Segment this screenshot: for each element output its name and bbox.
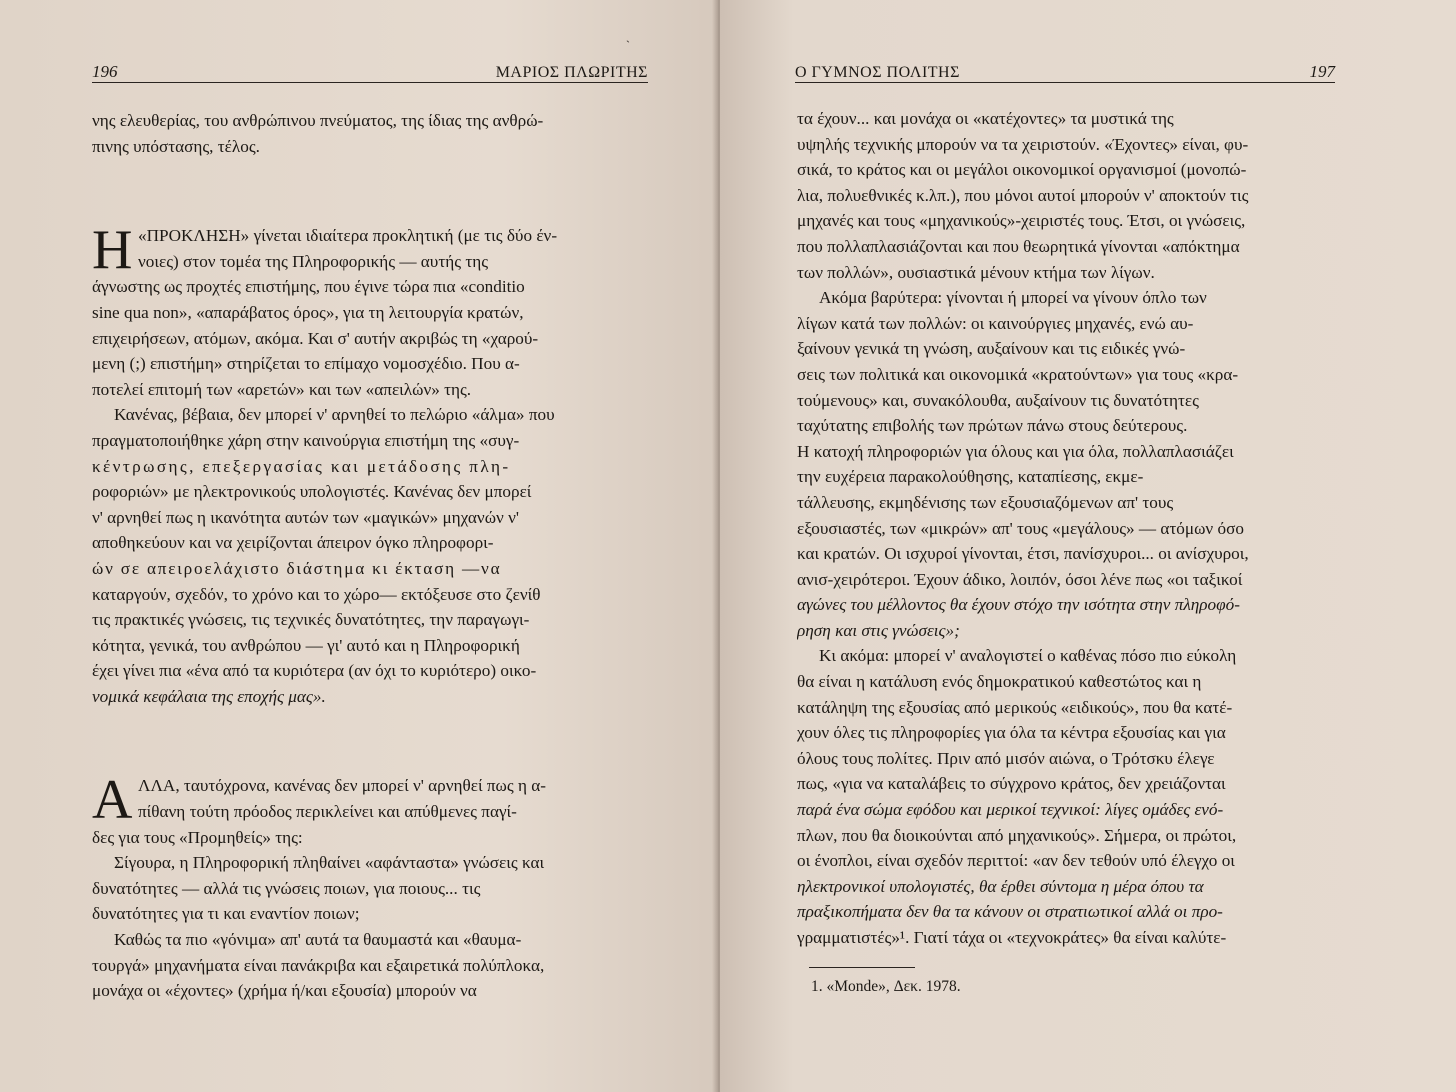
- running-head: ΜΑΡΙΟΣ ΠΛΩΡΙΤΗΣ: [495, 64, 648, 81]
- text-line: πραξικοπήματα δεν θα τα κάνουν οι στρατιωτικοί αλλά οι προ-: [797, 902, 1223, 922]
- right-page: [720, 0, 1456, 1092]
- text-line: κότητα, γενικά, του ανθρώπου — γι' αυτό και η Πληροφορική: [92, 635, 520, 655]
- text-line: ποτελεί επιτομή των «αρετών» και των «απειλών» της.: [92, 379, 472, 399]
- text-line: sine qua non», «απαράβατος όρος», για τη λειτουργία κρατών,: [92, 302, 524, 322]
- text-line: αποθηκεύουν και να χειρίζονται άπειρον όγκο πληροφορι-: [92, 533, 494, 553]
- text-line: Κι ακόμα: μπορεί ν' αναλογιστεί ο καθένας πόσο πιο εύκολη: [819, 646, 1237, 666]
- text-line: των πολλών», ουσιαστικά μένουν κτήμα των λίγων.: [797, 262, 1155, 282]
- left-page: ˋ 196 ΜΑΡΙΟΣ ΠΛΩΡΙΤΗΣ νης ελευθερίας, του ανθρώπινου πνεύματος, της ίδιας της ανθρώ- πινης υπόστασης, τέλος. Η «ΠΡΟΚΛΗΣΗ» γίνεται ιδιαίτερα προκλητική (με τις δύο έν- νοιες) στον τομέα της Πληροφορικής — αυτής της άγνωστης ως προχτές επιστήμης, που έγινε τώρα πια «conditio sine qua non», «απαράβατος όρος», για τη λειτουργία κρατών, επιχειρήσεων, ατόμων, ακόμα. Και σ' αυτήν ακριβώς τη «χαρού- μενη (;) επιστήμη» στηρίζεται το επίμαχο νομοσχέδιο. Που α- ποτελεί επιτομή των «αρετών» και των «απειλών» της. Κανένας, βέβαια, δεν μπορεί ν' αρνηθεί το πελώριο «άλμα» που πραγματοποιήθηκε χάρη στην καινούργια επιστήμη της «συγ- κέντρωσης, επεξεργασίας και μετάδοσης πλη- ροφοριών» με ηλεκτρονικούς υπολογιστές. Κανένας δεν μπορεί ν' αρνηθεί πως η ικανότητα αυτών των «μαγικών» μηχανών ν' αποθηκεύουν και να χειρίζονται άπειρον όγκο πληροφορι- ών σε απειροελάχιστο διάστημα κι έκταση —να καταργούν, σχεδόν, το χρόνο και το χώρο— εκτόξευσε στο ζενίθ τις πρακτικές γνώσεις, τις τεχνικές δυνατότητες, την παραγωγι- κότητα, γενικά, του ανθρώπου — γι' αυτό και η Πληροφορική έχει γίνει πια «ένα από τα κυριότερα (αν όχι το κυριότερο) οικο- νομικά κεφάλαια της εποχής μας». Α ΛΛΑ, ταυτόχρονα, κανένας δεν μπορεί ν' αρνηθεί πως η α- πίθανη τούτη πρόοδος περικλείνει και απύθμενες παγί- δες για τους «Προμηθείς» της: Σίγουρα, η Πληροφορική πληθαίνει «αφάνταστα» γνώσεις και δυνατότητες — αλλά τις γνώσεις ποιων, για ποιους... τις δυνατότητες για τι και εναντίον ποιων; Καθώς τα πιο «γόνιμα» απ' αυτά τα θαυμαστά και «θαυμα- τουργά» μηχανήματα είναι πανάκριβα και εξαιρετικά πολύπλοκα, μονάχα οι «έχοντες» (χρήμα ή/και εξουσία) μπορούν να: [0, 0, 718, 1092]
- text-line: ν' αρνηθεί πως η ικανότητα αυτών των «μαγικών» μηχανών ν': [92, 507, 519, 527]
- text-line: νομικά κεφάλαια της εποχής μας».: [92, 686, 326, 706]
- text-line: Σίγουρα, η Πληροφορική πληθαίνει «αφάνταστα» γνώσεις και: [114, 853, 545, 873]
- text-line: Κανένας, βέβαια, δεν μπορεί ν' αρνηθεί το πελώριο «άλμα» που: [114, 405, 555, 425]
- text-line: νης ελευθερίας, του ανθρώπινου πνεύματος, της ίδιας της ανθρώ-: [92, 111, 544, 130]
- text-line: τις πρακτικές γνώσεις, τις τεχνικές δυνατότητες, την παραγωγι-: [92, 610, 530, 630]
- text-line: τούμενους» και, συνακόλουθα, αυξαίνουν τις δυνατότητες: [797, 390, 1199, 410]
- text-line: έχει γίνει πια «ένα από τα κυριότερα (αν όχι το κυριότερο) οικο-: [92, 661, 537, 681]
- text-line: πινης υπόστασης, τέλος.: [92, 136, 260, 156]
- text-line: κέντρωσης, επεξεργασίας και μετάδοσης πλη-: [92, 456, 511, 476]
- text-line: σικά, το κράτος και οι μεγάλοι οικονομικοί οργανισμοί (μονοπώ-: [797, 160, 1247, 180]
- text-line: ΛΛΑ, ταυτόχρονα, κανένας δεν μπορεί ν' αρνηθεί πως η α-: [138, 776, 546, 796]
- text-line: όλους τους πολίτες. Πριν από μισόν αιώνα, ο Τρότσκυ έλεγε: [797, 748, 1215, 768]
- text-line: πραγματοποιήθηκε χάρη στην καινούργια επιστήμη της «συγ-: [92, 430, 520, 450]
- text-line: γραμματιστές»¹. Γιατί τάχα οι «τεχνοκράτες» θα είναι καλύτε-: [797, 928, 1227, 947]
- drop-cap: Α: [92, 769, 133, 832]
- text-line: αγώνες του μέλλοντος θα έχουν στόχο την ισότητα στην πληροφό-: [797, 595, 1240, 615]
- text-line: ών σε απειροελάχιστο διάστημα κι έκταση —να: [92, 558, 502, 578]
- text-line: σεις των πολιτικά και οικονομικά «κρατούντων» για τους «κρα-: [797, 364, 1239, 384]
- text-line: νοιες) στον τομέα της Πληροφορικής — αυτής της: [138, 251, 489, 271]
- text-line: Η κατοχή πληροφοριών για όλους και για όλα, πολλαπλασιάζει: [797, 441, 1234, 461]
- text-line: δυνατότητες για τι και εναντίον ποιων;: [92, 904, 360, 924]
- text-line: οι ένοπλοι, είναι σχεδόν περιττοί: «αν δεν τεθούν υπό έλεγχο οι: [797, 851, 1235, 871]
- text-line: μενη (;) επιστήμη» στηρίζεται το επίμαχο νομοσχέδιο. Που α-: [92, 354, 520, 374]
- text-line: χουν όλες τις πληροφορίες για όλα τα κέντρα εξουσίας και για: [797, 723, 1226, 743]
- text-line: τουργά» μηχανήματα είναι πανάκριβα και εξαιρετικά πολύπλοκα,: [92, 955, 545, 975]
- text-line: ξαίνουν γενικά τη γνώση, αυξαίνουν και τις ειδικές γνώ-: [797, 339, 1186, 359]
- text-line: «ΠΡΟΚΛΗΣΗ» γίνεται ιδιαίτερα προκλητική (με τις δύο έν-: [138, 226, 558, 246]
- page-number: 197: [1309, 62, 1335, 81]
- text-line: ροφοριών» με ηλεκτρονικούς υπολογιστές. Κανένας δεν μπορεί: [92, 482, 532, 502]
- left-body-text: [92, 108, 648, 1004]
- text-line: πως, «για να καταλάβεις το σύγχρονο κράτος, δεν χρειάζονται: [797, 774, 1226, 794]
- text-line: Καθώς τα πιο «γόνιμα» απ' αυτά τα θαυμαστά και «θαυμα-: [114, 930, 522, 950]
- right-header: [795, 56, 1335, 83]
- text-line: υψηλής τεχνικής μπορούν να τα χειριστούν. «Έχοντες» είναι, φυ-: [797, 134, 1249, 154]
- text-line: επιχειρήσεων, ατόμων, ακόμα. Και σ' αυτήν ακριβώς τη «χαρού-: [92, 328, 539, 348]
- section-start: [92, 769, 648, 832]
- text-line: Ακόμα βαρύτερα: γίνονται ή μπορεί να γίνουν όπλο των: [819, 288, 1207, 308]
- text-line: παρά ένα σώμα εφόδου και μερικοί τεχνικοί: λίγες ομάδες ενό-: [797, 800, 1224, 820]
- text-line: τάλλευσης, εκμηδένισης των εξουσιαζόμενων απ' τους: [797, 492, 1174, 512]
- text-line: καταργούν, σχεδόν, το χρόνο και το χώρο— εκτόξευσε στο ζενίθ: [92, 584, 541, 604]
- text-line: κατάληψη της εξουσίας από μερικούς «ειδικούς», που θα κατέ-: [797, 697, 1233, 717]
- text-line: πίθανη τούτη πρόοδος περικλείνει και απύθμενες παγί-: [138, 802, 517, 822]
- text-line: ανισ-χειρότεροι. Έχουν άδικο, λοιπόν, όσοι λένε πως «οι ταξικοί: [797, 569, 1243, 589]
- text-line: την ευχέρεια παρακολούθησης, καταπίεσης, εκμε-: [797, 467, 1144, 487]
- text-line: εξουσιαστές, των «μικρών» απ' τους «μεγάλους» — ατόμων όσο: [797, 518, 1244, 538]
- text-line: άγνωστης ως προχτές επιστήμης, που έγινε τώρα πια «conditio: [92, 277, 525, 297]
- running-head: Ο ΓΥΜΝΟΣ ΠΟΛΙΤΗΣ: [795, 64, 960, 81]
- right-body-text: [797, 106, 1337, 996]
- text-line: μηχανές και τους «μηχανικούς»-χειριστές τους. Έτσι, οι γνώσεις,: [797, 211, 1246, 231]
- section-start: [92, 219, 648, 282]
- text-line: τα έχουν... και μονάχα οι «κατέχοντες» τα μυστικά της: [797, 109, 1174, 128]
- footnote: 1. «Monde», Δεκ. 1978.: [811, 977, 961, 995]
- text-line: και κρατών. Οι ισχυροί γίνονται, έτσι, πανίσχυροι... οι ανίσχυροι,: [797, 544, 1249, 564]
- text-line: μονάχα οι «έχοντες» (χρήμα ή/και εξουσία) μπορούν να: [92, 981, 477, 1001]
- footnote-rule: [809, 967, 915, 968]
- left-header: [92, 56, 648, 83]
- text-line: δες για τους «Προμηθείς» της:: [92, 827, 303, 847]
- drop-cap: Η: [92, 219, 133, 282]
- text-line: λίγων κατά των πολλών: οι καινούργιες μηχανές, ενώ αυ-: [797, 313, 1194, 333]
- text-line: ρηση και στις γνώσεις»;: [797, 620, 960, 640]
- text-line: λια, πολυεθνικές κ.λπ.), που μόνοι αυτοί μπορούν ν' αποκτούν τις: [797, 185, 1249, 205]
- page-number: 196: [92, 62, 118, 81]
- text-line: θα είναι η κατάλυση ενός δημοκρατικού καθεστώτος και η: [797, 672, 1202, 692]
- text-line: που πολλαπλασιάζονται και που θεωρητικά γίνονται «απόκτημα: [797, 236, 1240, 256]
- text-line: πλων, που θα διοικούνται από μηχανικούς». Σήμερα, οι πρώτοι,: [797, 825, 1237, 845]
- text-line: ηλεκτρονικοί υπολογιστές, θα έρθει σύντομα η μέρα όπου τα: [797, 876, 1204, 896]
- text-line: ταχύτατης επιβολής των πρώτων πάνω στους δεύτερους.: [797, 416, 1188, 436]
- text-line: δυνατότητες — αλλά τις γνώσεις ποιων, για ποιους... τις: [92, 878, 481, 898]
